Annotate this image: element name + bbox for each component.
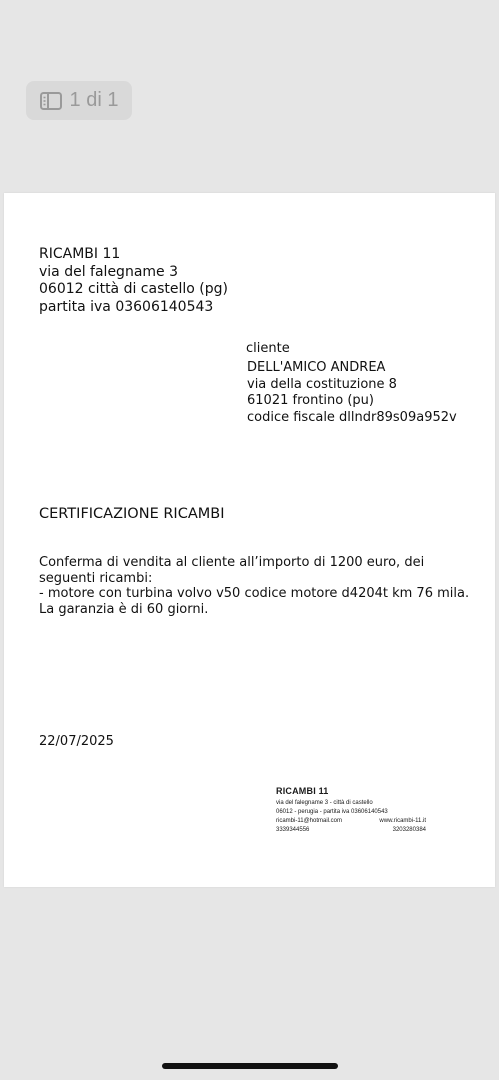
stamp-email: ricambi-11@hotmail.com — [276, 818, 342, 824]
company-stamp — [276, 786, 426, 835]
sender-address: via del falegname 3 — [39, 263, 179, 280]
client-city: 61021 frontino (pu) — [247, 393, 374, 408]
client-label: cliente — [246, 341, 290, 356]
document-title: CERTIFICAZIONE RICAMBI — [39, 506, 225, 522]
body-line: Conferma di vendita al cliente all’importo di 1200 euro, dei — [39, 555, 425, 570]
stamp-title: RICAMBI 11 — [276, 786, 329, 796]
page-counter-label: 1 di 1 — [69, 89, 119, 111]
stamp-website: www.ricambi-11.it — [379, 818, 426, 824]
stamp-vat: 06012 - perugia - partita iva 03606140543 — [276, 809, 388, 815]
document-body — [39, 555, 469, 617]
document-page — [4, 193, 495, 887]
stamp-phones-row — [276, 826, 426, 835]
home-indicator[interactable] — [162, 1063, 338, 1069]
sender-city: 06012 città di castello (pg) — [39, 281, 228, 297]
client-tax-code: codice fiscale dllndr89s09a952v — [247, 409, 457, 425]
stamp-phone-1: 3339344556 — [276, 827, 310, 833]
body-line: - motore con turbina volvo v50 codice motore d4204t km 76 mila. — [39, 586, 470, 601]
stamp-phone-2: 3203280384 — [392, 827, 426, 833]
sender-name: RICAMBI 11 — [39, 246, 121, 262]
document-date: 22/07/2025 — [39, 734, 114, 749]
client-name: DELL'AMICO ANDREA — [247, 360, 386, 375]
body-line: seguenti ricambi: — [39, 570, 153, 586]
page-counter[interactable] — [26, 81, 132, 120]
body-line: La garanzia è di 60 giorni. — [39, 601, 209, 617]
stamp-contacts-row — [276, 817, 426, 826]
client-address: via della costituzione 8 — [247, 376, 397, 392]
sender-vat: partita iva 03606140543 — [39, 298, 214, 315]
stamp-address: via del falegname 3 - città di castello — [276, 800, 373, 806]
sender-block — [39, 246, 228, 316]
client-block — [247, 360, 457, 426]
sidebar-pages-icon — [40, 92, 62, 110]
